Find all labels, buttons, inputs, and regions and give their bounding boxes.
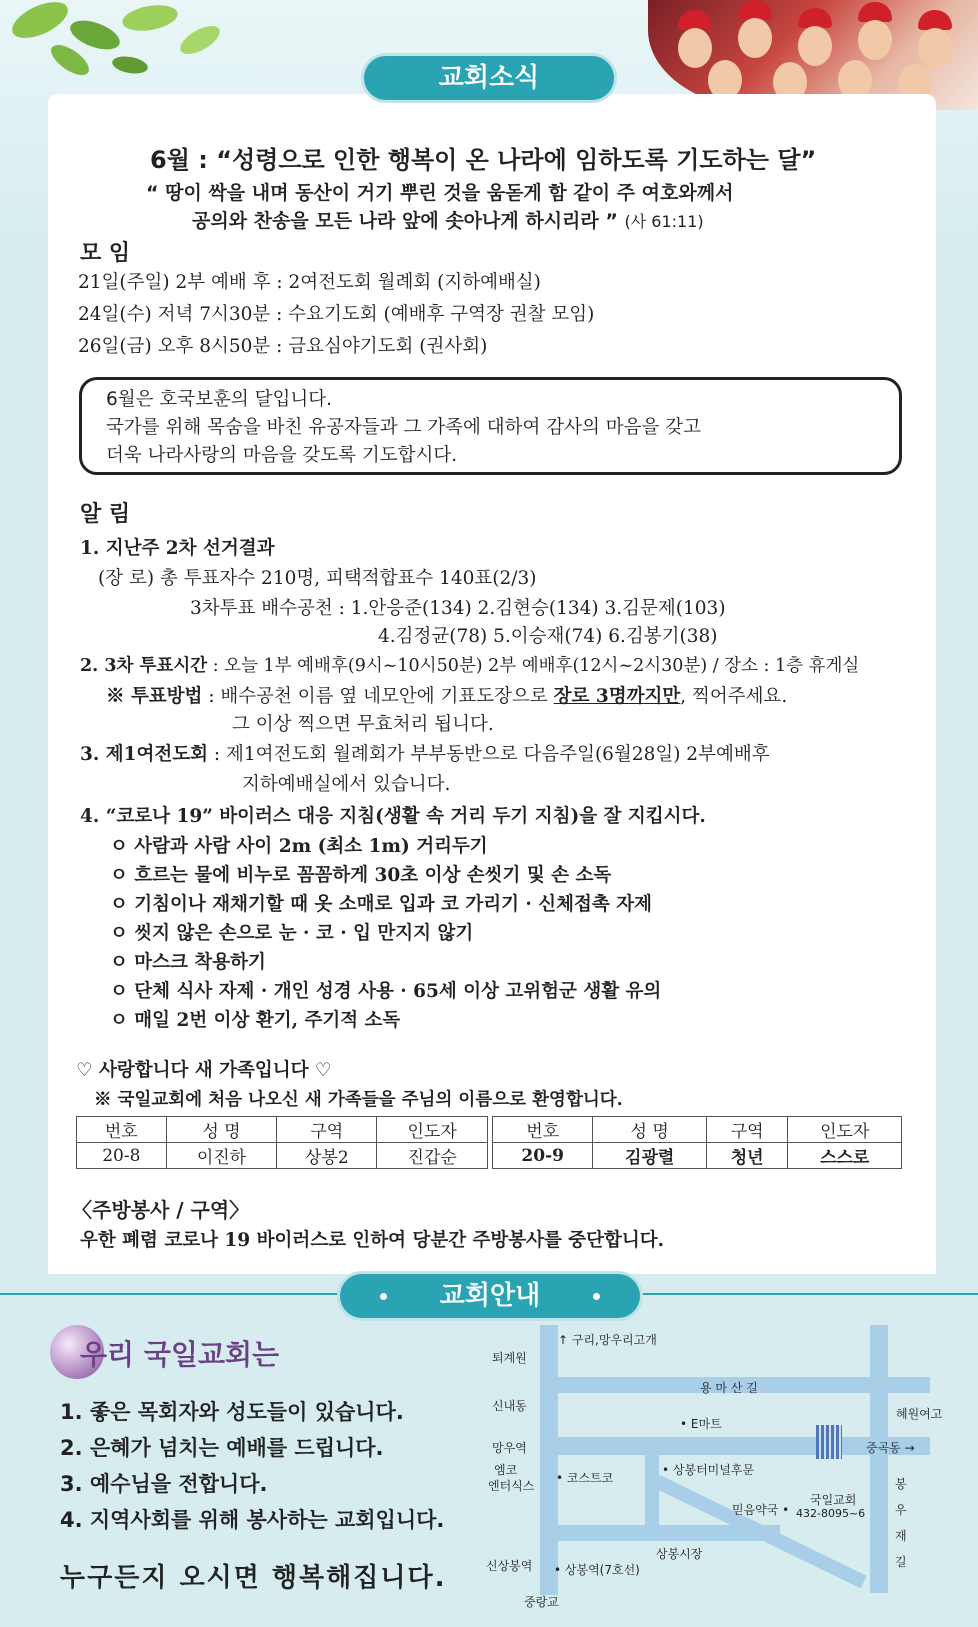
column-header: 번호 [493, 1117, 593, 1143]
notice-line: 국가를 위해 목숨을 바친 유공자들과 그 가족에 대하여 감사의 마음을 갖고 [106, 417, 701, 438]
meetings-heading: 모 임 [80, 241, 131, 266]
column-header: 구역 [706, 1117, 788, 1143]
covid-guideline: ㅇ 사람과 사람 사이 2m (최소 1m) 거리두기 [110, 836, 488, 857]
column-header: 인도자 [377, 1117, 488, 1143]
guide-item: 4. 지역사회를 위해 봉사하는 교회입니다. [60, 1508, 445, 1532]
covid-guideline: ㅇ 씻지 않은 손으로 눈 · 코 · 입 만지지 않기 [110, 923, 474, 944]
election-candidates: 4.김정균(78) 5.이승재(74) 6.김봉기(38) [378, 626, 718, 647]
womens-group-notice: 3. 제1여전도회 : 제1여전도회 월례회가 부부동반으로 다음주일(6월28일) 2부예배후 [80, 744, 770, 765]
announcements-heading: 알 림 [80, 502, 131, 527]
leaf-decoration [0, 0, 280, 90]
notice-line: 더욱 나라사랑의 마음을 갖도록 기도합시다. [106, 445, 458, 466]
guide-slogan: 누구든지 오시면 행복해집니다. [60, 1563, 447, 1593]
church-name-label: 국일교회 [810, 1493, 857, 1507]
section-title-news: 교회소식 [364, 56, 614, 100]
new-family-table-right [492, 1116, 902, 1169]
new-family-table-left [76, 1116, 488, 1169]
election-candidates: 3차투표 배수공천 : 1.안응준(134) 2.김현승(134) 3.김문제(103) [190, 598, 726, 619]
meeting-item: 26일(금) 오후 8시50분 : 금요심야기도회 (권사회) [78, 336, 488, 357]
covid-guideline: ㅇ 매일 2번 이상 환기, 주기적 소독 [110, 1010, 401, 1031]
table-row: 20-8 이진하 상봉2 진갑순 [77, 1143, 488, 1169]
map-road [645, 1455, 659, 1535]
map-road [870, 1325, 888, 1593]
guide-item: 2. 은혜가 넘치는 예배를 드립니다. [60, 1436, 384, 1460]
new-family-heading: ♡ 사랑합니다 새 가족입니다 ♡ [76, 1060, 332, 1081]
column-header: 구역 [277, 1117, 377, 1143]
section-title-guide: 교회안내 [340, 1274, 640, 1318]
verse-reference: (사 61:11) [624, 212, 704, 231]
kitchen-heading: 〈주방봉사 / 구역〉 [72, 1198, 250, 1222]
meeting-item: 21일(주일) 2부 예배 후 : 2여전도회 월례회 (지하예배실) [78, 272, 541, 293]
election-summary: (장 로) 총 투표자수 210명, 피택적합표수 140표(2/3) [98, 568, 537, 589]
church-location-map: ↑ 구리,망우리고개 퇴계원 용 마 산 길 신내동 • E마트 혜원여고 망우역 중곡동 → 엠코 엔터식스 • 코스트코 • 상봉터미널후문 믿음약국 • 국일교회 432-8095~6 봉 우 재 길 상봉시장 신상봉역 • 상봉역(7호선) 중랑교 [500, 1325, 940, 1615]
month-theme-title: 6월 : “성령으로 인한 행복이 온 나라에 임하도록 기도하는 달” [150, 146, 817, 174]
vote-method-note: 그 이상 찍으면 무효처리 됩니다. [232, 714, 494, 735]
covid-guideline: ㅇ 흐르는 물에 비누로 꼼꼼하게 30초 이상 손씻기 및 손 소독 [110, 865, 612, 886]
announcement-title: 1. 지난주 2차 선거결과 [80, 538, 275, 559]
column-header: 성 명 [166, 1117, 277, 1143]
meeting-item: 24일(수) 저녁 7시30분 : 수요기도회 (예배후 구역장 권찰 모임) [78, 304, 595, 325]
covid-guidelines-title: 4. “코로나 19” 바이러스 대응 지침(생활 속 거리 두기 지침)을 잘 지킵시다. [80, 806, 706, 827]
column-header: 성 명 [593, 1117, 707, 1143]
covid-guideline: ㅇ 마스크 착용하기 [110, 952, 266, 973]
guide-title: 우리 국일교회는 [50, 1325, 290, 1379]
notice-box [79, 377, 902, 475]
church-phone: 432-8095~6 [796, 1507, 866, 1520]
covid-guideline: ㅇ 기침이나 재채기할 때 옷 소매로 입과 코 가리기 · 신체접촉 자제 [110, 894, 652, 915]
church-building-icon [816, 1425, 842, 1459]
column-header: 인도자 [788, 1117, 902, 1143]
womens-group-location: 지하예배실에서 있습니다. [242, 774, 451, 795]
verse-line-1: “ 땅이 싹을 내며 동산이 거기 뿌린 것을 움돋게 함 같이 주 여호와께서 [146, 182, 734, 204]
kitchen-text: 우한 폐렴 코로나 19 바이러스로 인하여 당분간 주방봉사를 중단합니다. [80, 1230, 665, 1251]
covid-guideline: ㅇ 단체 식사 자제 · 개인 성경 사용 · 65세 이상 고위험군 생활 유의 [110, 981, 662, 1002]
column-header: 번호 [77, 1117, 167, 1143]
notice-line: 6월은 호국보훈의 달입니다. [106, 389, 332, 410]
guide-item: 1. 좋은 목회자와 성도들이 있습니다. [60, 1400, 404, 1424]
table-row: 20-9 김광렬 청년 스스로 [493, 1143, 902, 1169]
map-road [540, 1325, 558, 1595]
verse-line-2: 공의와 찬송을 모든 나라 앞에 솟아나게 하시리라 ” (사 61:11) [192, 210, 704, 232]
vote-method: ※ 투표방법 : 배수공천 이름 옆 네모안에 기표도장으로 장로 3명까지만, 찍어주세요. [106, 686, 788, 707]
guide-item: 3. 예수님을 전합니다. [60, 1472, 268, 1496]
new-family-note: ※ 국일교회에 처음 나오신 새 가족들을 주님의 이름으로 환영합니다. [94, 1090, 623, 1110]
vote-time: 2. 3차 투표시간 : 오늘 1부 예배후(9시~10시50분) 2부 예배후(12시~2시30분) / 장소 : 1층 휴게실 [80, 656, 860, 676]
